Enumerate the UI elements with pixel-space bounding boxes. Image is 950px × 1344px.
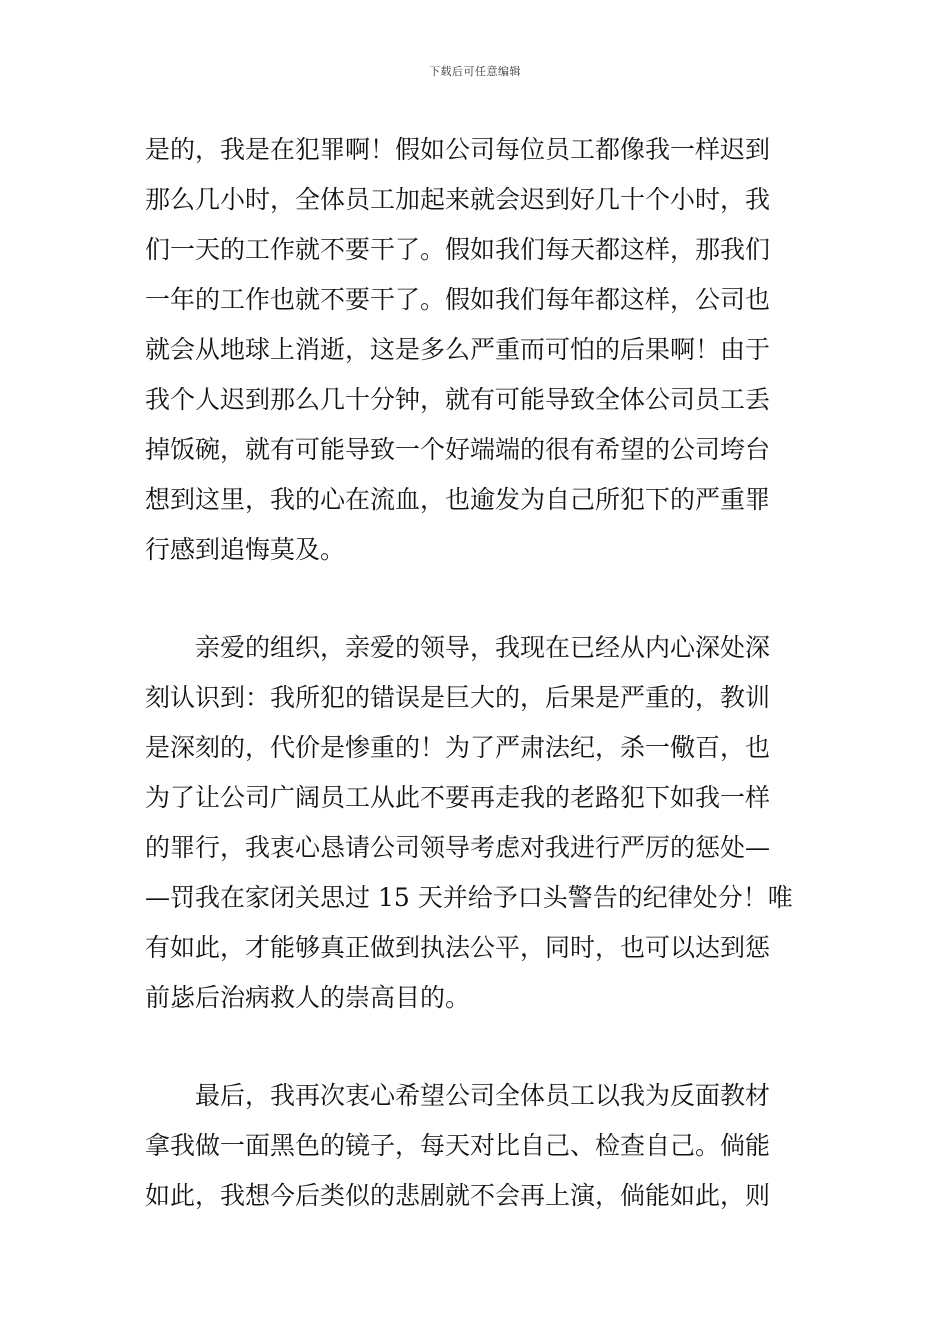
paragraph-2-line-3: 是深刻的，代价是惨重的！为了严肃法纪，杀一儆百，也 [145,733,771,762]
paragraph-1-line-8: 想到这里，我的心在流血，也逾发为自己所犯下的严重罪 [145,485,771,514]
paragraph-2-line-4: 为了让公司广阔员工从此不要再走我的老路犯下如我一样 [145,783,771,812]
paragraph-1-line-3: 们一天的工作就不要干了。假如我们每天都这样，那我们 [145,235,771,264]
paragraph-1-line-4: 一年的工作也就不要干了。假如我们每年都这样，公司也 [145,285,771,314]
paragraph-3-line-3: 如此，我想今后类似的悲剧就不会再上演，倘能如此，则 [145,1181,771,1210]
paragraph-1-line-7: 掉饭碗，就有可能导致一个好端端的很有希望的公司垮台 [145,435,771,464]
paragraph-1-line-9: 行感到追悔莫及。 [145,535,346,564]
paragraph-3-line-1: 最后，我再次衷心希望公司全体员工以我为反面教材 [195,1081,771,1110]
page-header: 下载后可任意编辑 [429,65,521,78]
paragraph-1-line-1: 是的，我是在犯罪啊！假如公司每位员工都像我一样迟到 [145,135,771,164]
paragraph-1-line-5: 就会从地球上消逝，这是多么严重而可怕的后果啊！由于 [145,335,771,364]
paragraph-2-line-8: 前毖后治病救人的崇高目的。 [145,983,471,1012]
paragraph-2-line-6: —罚我在家闭关思过 15 天并给予口头警告的纪律处分！唯 [145,883,793,912]
paragraph-1-line-2: 那么几小时，全体员工加起来就会迟到好几十个小时，我 [145,185,771,214]
paragraph-1-line-6: 我个人迟到那么几十分钟，就有可能导致全体公司员工丢 [145,385,771,414]
paragraph-2-line-7: 有如此，才能够真正做到执法公平，同时，也可以达到惩 [145,933,771,962]
paragraph-3-line-2: 拿我做一面黑色的镜子，每天对比自己、检查自己。倘能 [145,1131,771,1160]
paragraph-2-line-2: 刻认识到：我所犯的错误是巨大的，后果是严重的，教训 [145,683,771,712]
paragraph-2-line-1: 亲爱的组织，亲爱的领导，我现在已经从内心深处深 [195,633,771,662]
paragraph-2-line-5: 的罪行，我衷心恳请公司领导考虑对我进行严厉的惩处— [145,833,771,862]
